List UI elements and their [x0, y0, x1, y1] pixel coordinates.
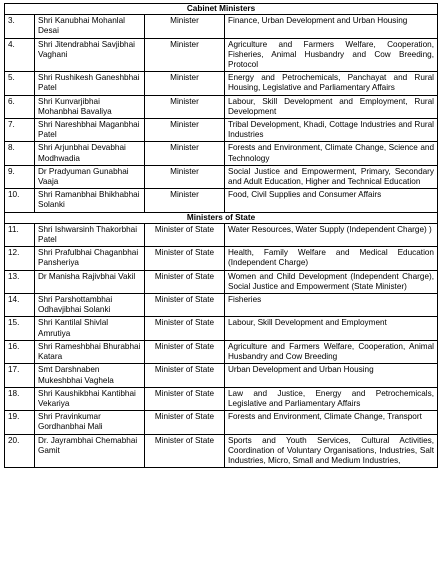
table-row: [5, 340, 438, 363]
portfolio-cell: Forests and Environment, Climate Change, Science and Technology: [225, 142, 438, 165]
table-row: [5, 72, 438, 95]
portfolio-cell: Food, Civil Supplies and Consumer Affairs: [225, 189, 438, 212]
portfolio-cell: Sports and Youth Services, Cultural Activities, Coordination of Voluntary Organisations, Industries, Salt Industries, Micro, Small and Medium Industries,: [225, 434, 438, 468]
table-row: [5, 364, 438, 387]
portfolio-cell: Energy and Petrochemicals, Panchayat and Rural Housing, Legislative and Parliamentary Affairs: [225, 72, 438, 95]
minister-name-cell: Shri Parshottambhai Odhavjibhai Solanki: [35, 294, 145, 317]
serial-number-cell: 9.: [5, 165, 35, 188]
table-row: [5, 15, 438, 38]
table-row: [5, 119, 438, 142]
portfolio-cell: Fisheries: [225, 294, 438, 317]
minister-name-cell: Shri Rameshbhai Bhurabhai Katara: [35, 340, 145, 363]
section-header-row: [5, 212, 438, 223]
rank-cell: Minister of State: [145, 223, 225, 246]
table-row: [5, 270, 438, 293]
minister-name-cell: Shri Kaushikbhai Kantibhai Vekariya: [35, 387, 145, 410]
serial-number-cell: 14.: [5, 294, 35, 317]
portfolio-cell: Finance, Urban Development and Urban Housing: [225, 15, 438, 38]
portfolio-cell: Social Justice and Empowerment, Primary, Secondary and Adult Education, Higher and Technical Education: [225, 165, 438, 188]
portfolio-cell: Labour, Skill Development and Employment: [225, 317, 438, 340]
table-row: [5, 247, 438, 270]
rank-cell: Minister: [145, 38, 225, 72]
table-row: [5, 434, 438, 468]
minister-name-cell: Shri Pravinkumar Gordhanbhai Mali: [35, 411, 145, 434]
rank-cell: Minister: [145, 72, 225, 95]
rank-cell: Minister of State: [145, 434, 225, 468]
ministers-table-body: [5, 4, 438, 468]
portfolio-cell: Agriculture and Farmers Welfare, Cooperation, Animal Husbandry and Cow Breeding: [225, 340, 438, 363]
serial-number-cell: 11.: [5, 223, 35, 246]
table-row: [5, 38, 438, 72]
minister-name-cell: Shri Ramanbhai Bhikhabhai Solanki: [35, 189, 145, 212]
minister-name-cell: Dr Pradyuman Gunabhai Vaaja: [35, 165, 145, 188]
serial-number-cell: 10.: [5, 189, 35, 212]
serial-number-cell: 19.: [5, 411, 35, 434]
serial-number-cell: 17.: [5, 364, 35, 387]
minister-name-cell: Shri Kunvarjibhai Mohanbhai Bavaliya: [35, 95, 145, 118]
rank-cell: Minister of State: [145, 294, 225, 317]
rank-cell: Minister: [145, 165, 225, 188]
serial-number-cell: 15.: [5, 317, 35, 340]
rank-cell: Minister: [145, 119, 225, 142]
serial-number-cell: 20.: [5, 434, 35, 468]
portfolio-cell: Tribal Development, Khadi, Cottage Industries and Rural Industries: [225, 119, 438, 142]
table-row: [5, 142, 438, 165]
serial-number-cell: 8.: [5, 142, 35, 165]
table-row: [5, 317, 438, 340]
rank-cell: Minister of State: [145, 364, 225, 387]
portfolio-cell: Forests and Environment, Climate Change, Transport: [225, 411, 438, 434]
serial-number-cell: 5.: [5, 72, 35, 95]
minister-name-cell: Smt Darshnaben Mukeshbhai Vaghela: [35, 364, 145, 387]
minister-name-cell: Shri Jitendrabhai Savjibhai Vaghani: [35, 38, 145, 72]
rank-cell: Minister of State: [145, 270, 225, 293]
serial-number-cell: 7.: [5, 119, 35, 142]
serial-number-cell: 13.: [5, 270, 35, 293]
rank-cell: Minister of State: [145, 387, 225, 410]
rank-cell: Minister of State: [145, 317, 225, 340]
portfolio-cell: Water Resources, Water Supply (Independent Charge) ): [225, 223, 438, 246]
table-row: [5, 223, 438, 246]
rank-cell: Minister: [145, 95, 225, 118]
rank-cell: Minister of State: [145, 247, 225, 270]
table-row: [5, 387, 438, 410]
rank-cell: Minister of State: [145, 340, 225, 363]
minister-name-cell: Dr. Jayrambhai Chemabhai Gamit: [35, 434, 145, 468]
serial-number-cell: 12.: [5, 247, 35, 270]
table-row: [5, 294, 438, 317]
table-row: [5, 411, 438, 434]
rank-cell: Minister: [145, 142, 225, 165]
portfolio-cell: Women and Child Development (Independent Charge), Social Justice and Empowerment (State Minister): [225, 270, 438, 293]
minister-name-cell: Shri Kantilal Shivlal Amrutiya: [35, 317, 145, 340]
serial-number-cell: 4.: [5, 38, 35, 72]
table-row: [5, 189, 438, 212]
section-header-row: [5, 4, 438, 15]
serial-number-cell: 18.: [5, 387, 35, 410]
section-title: Ministers of State: [5, 212, 438, 223]
portfolio-cell: Law and Justice, Energy and Petrochemicals, Legislative and Parliamentary Affairs: [225, 387, 438, 410]
table-row: [5, 165, 438, 188]
table-row: [5, 95, 438, 118]
portfolio-cell: Urban Development and Urban Housing: [225, 364, 438, 387]
minister-name-cell: Shri Nareshbhai Maganbhai Patel: [35, 119, 145, 142]
minister-name-cell: Shri Prafulbhai Chaganbhai Pansheriya: [35, 247, 145, 270]
minister-name-cell: Shri Rushikesh Ganeshbhai Patel: [35, 72, 145, 95]
portfolio-cell: Labour, Skill Development and Employment, Rural Development: [225, 95, 438, 118]
minister-name-cell: Shri Kanubhai Mohanlal Desai: [35, 15, 145, 38]
portfolio-cell: Health, Family Welfare and Medical Education (Independent Charge): [225, 247, 438, 270]
minister-name-cell: Shri Arjunbhai Devabhai Modhwadia: [35, 142, 145, 165]
rank-cell: Minister: [145, 189, 225, 212]
section-title: Cabinet Ministers: [5, 4, 438, 15]
minister-name-cell: Dr Manisha Rajivbhai Vakil: [35, 270, 145, 293]
rank-cell: Minister: [145, 15, 225, 38]
serial-number-cell: 16.: [5, 340, 35, 363]
serial-number-cell: 3.: [5, 15, 35, 38]
ministers-table-container: [4, 3, 437, 468]
serial-number-cell: 6.: [5, 95, 35, 118]
ministers-table: [4, 3, 438, 468]
portfolio-cell: Agriculture and Farmers Welfare, Cooperation, Fisheries, Animal Husbandry and Cow Breeding, Protocol: [225, 38, 438, 72]
rank-cell: Minister of State: [145, 411, 225, 434]
minister-name-cell: Shri Ishwarsinh Thakorbhai Patel: [35, 223, 145, 246]
